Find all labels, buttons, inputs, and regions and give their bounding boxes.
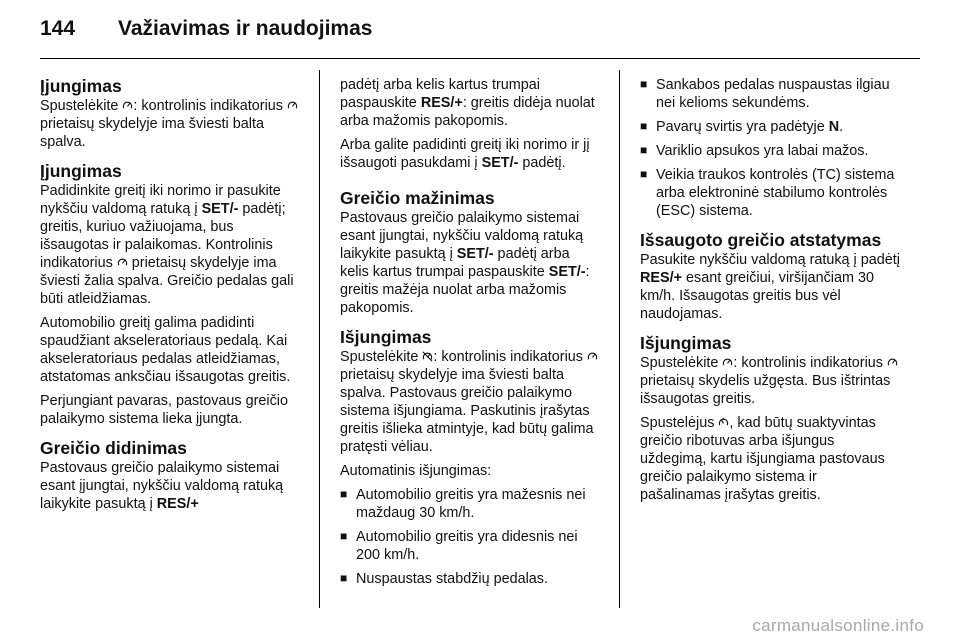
cruise-control-icon xyxy=(722,357,733,368)
section-activation xyxy=(40,76,300,151)
paragraph: Spustelėkite : kontrolinis indikatorius prietaisų skydelis užgęsta. Bus ištrintas išsaugotas greitis. xyxy=(640,354,900,408)
column-1 xyxy=(40,76,300,523)
cruise-control-icon xyxy=(117,257,128,268)
paragraph: padėtį arba kelis kartus trumpai paspauskite RES/+: greitis didėja nuolat arba mažomis pakopomis. xyxy=(340,77,595,129)
page-header xyxy=(40,17,372,41)
cruise-control-icon xyxy=(122,100,133,111)
paragraph: Arba galite padidinti greitį iki norimo ir jį išsaugoti pasukdami į SET/- padėtį. xyxy=(340,137,590,171)
paragraph: Spustelėkite : kontrolinis indikatorius prietaisų skydelyje ima šviesti balta spalva. Pastovaus greičio palaikymo sistema išjungiama. Paskutinis įrašytas greitis išlieka atmintyje, kad būtų galima pratęsti vėliau. xyxy=(340,348,600,456)
section-increase-speed xyxy=(40,438,300,513)
section-switch-off xyxy=(640,333,900,504)
column-divider xyxy=(619,70,620,608)
paragraph: Automatinis išjungimas: xyxy=(340,463,492,479)
section-heading: Įjungimas xyxy=(40,161,122,181)
section-heading: Greičio mažinimas xyxy=(340,188,495,208)
column-2 xyxy=(340,76,600,598)
section-heading: Išjungimas xyxy=(640,333,732,353)
paragraph: Pastovaus greičio palaikymo sistemai esant įjungtai, nykščiu valdomą ratuką laikykite pasuktą į RES/+ xyxy=(40,460,284,512)
section-heading: Įjungimas xyxy=(40,76,122,96)
list-item: ■ Automobilio greitis yra mažesnis nei maždaug 30 km/h. xyxy=(340,486,600,522)
cruise-control-icon xyxy=(887,357,898,368)
paragraph: Spustelėkite : kontrolinis indikatorius prietaisų skydelyje ima šviesti balta spalva. xyxy=(40,97,300,151)
column-divider xyxy=(319,70,320,608)
cruise-control-icon xyxy=(587,351,598,362)
section-heading: Išsaugoto greičio atstatymas xyxy=(640,230,882,250)
page-title: Važiavimas ir naudojimas xyxy=(118,17,373,40)
list-item: ■ Sankabos pedalas nuspaustas ilgiau nei kelioms sekundėms. xyxy=(640,76,900,112)
auto-deactivation-list xyxy=(340,486,600,588)
section-engaging xyxy=(40,161,300,428)
section-resume-speed xyxy=(640,230,900,323)
list-item: ■ Automobilio greitis yra didesnis nei 200 km/h. xyxy=(340,528,600,564)
auto-deactivation-list-cont xyxy=(640,76,900,220)
header-rule xyxy=(40,58,920,59)
column-3 xyxy=(640,76,900,514)
section-deactivation xyxy=(340,327,600,588)
watermark: carmanualsonline.info xyxy=(752,616,924,635)
paragraph: Spustelėjus , kad būtų suaktyvintas greičio ribotuvas arba išjungus uždegimą, kartu išjungiama pastovaus greičio palaikymo sistema ir pašalinamas įrašytas greitis. xyxy=(640,415,885,503)
list-item: ■ Veikia traukos kontrolės (TC) sistema arba elektroninė stabilumo kontrolės (ESC) sistema. xyxy=(640,166,900,220)
section-heading: Greičio didinimas xyxy=(40,438,187,458)
paragraph: Perjungiant pavaras, pastovaus greičio palaikymo sistema lieka įjungta. xyxy=(40,393,288,427)
list-item: ■ Pavarų svirtis yra padėtyje N. xyxy=(640,118,900,136)
cruise-control-icon xyxy=(287,100,298,111)
paragraph: Automobilio greitį galima padidinti spaudžiant akseleratoriaus pedalą. Kai akseleratoriaus pedalas atleidžiamas, atstatomas anksčiau išsaugotas greitis. xyxy=(40,315,291,385)
list-item: ■ Variklio apsukos yra labai mažos. xyxy=(640,142,900,160)
page-number: 144 xyxy=(40,17,76,40)
cruise-control-off-icon xyxy=(422,351,433,362)
section-decrease-speed xyxy=(340,188,600,317)
speed-limiter-icon xyxy=(718,417,729,428)
paragraph: Padidinkite greitį iki norimo ir pasukite nykščiu valdomą ratuką į SET/- padėtį; greitis, kuriuo važiuojama, bus išsaugotas ir palaikomas. Kontrolinis indikatorius prietaisų skydelyje ima šviesti žalia spalva. Greičio pedalas gali būti atleidžiamas. xyxy=(40,183,294,307)
paragraph: Pasukite nykščiu valdomą ratuką į padėtį RES/+ esant greičiui, viršijančiam 30 km/h. Išsaugotas greitis bus vėl naudojamas. xyxy=(640,252,900,322)
paragraph: Pastovaus greičio palaikymo sistemai esant įjungtai, nykščiu valdomą ratuką laikykite pasuktą į SET/- padėtį arba kelis kartus trumpai paspauskite SET/-: greitis mažėja nuolat arba mažomis pakopomis. xyxy=(340,210,590,316)
section-heading: Išjungimas xyxy=(340,327,432,347)
list-item: ■ Nuspaustas stabdžių pedalas. xyxy=(340,570,600,588)
